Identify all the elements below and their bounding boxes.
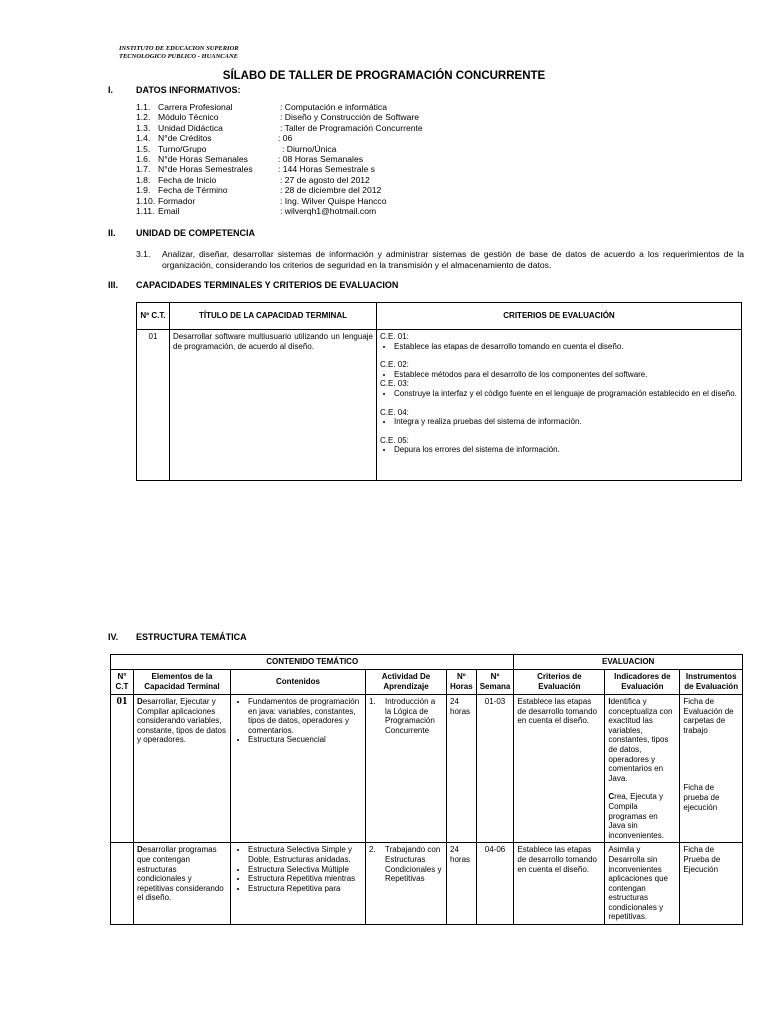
info-number: 1.7.: [136, 164, 151, 175]
info-label: N°de Horas Semestrales: [158, 164, 253, 175]
criterion-code: C.E. 04:: [380, 407, 409, 417]
section-number: IV.: [108, 632, 119, 642]
table-row: [111, 843, 743, 925]
info-value: : 28 de diciembre del 2012: [280, 185, 382, 196]
info-number: 1.3.: [136, 122, 151, 133]
contenido-item: • Estructura Repetitiva para: [248, 884, 362, 894]
criterion-code: C.E. 01:: [380, 332, 409, 341]
info-label: Turno/Grupo: [158, 143, 207, 154]
header-instrumentos: Instrumentos de Evaluación: [680, 670, 743, 695]
criterion-text: • Integra y realiza pruebas del sistema de información.: [394, 417, 738, 427]
contenido-item: • Estructura Selectiva Múltiple: [248, 865, 362, 875]
instrumentos-cell: [680, 695, 743, 843]
info-number: 1.10.: [136, 195, 156, 206]
institute-name: [119, 45, 239, 61]
header-horas: Nº Horas: [447, 670, 477, 695]
criterion-list: [380, 445, 738, 455]
section-1-heading: [108, 85, 408, 97]
info-value: : 06: [278, 133, 293, 144]
header-contenido-tematico: CONTENIDO TEMÁTICO: [111, 655, 514, 670]
info-number: 1.6.: [136, 153, 151, 164]
info-value: : Ing. Wilver Quispe Hancco: [280, 195, 387, 206]
contenidos-cell: [231, 695, 366, 843]
section-number: II.: [108, 228, 116, 238]
criterion-text: • Establece métodos para el desarrollo de los componentes del software.: [394, 370, 738, 380]
actividad-number: 2.: [369, 845, 376, 855]
criterion-text: • Depura los errores del sistema de información.: [394, 445, 738, 455]
instrumento-item: Ficha de prueba de ejecución: [683, 783, 720, 812]
section-number: III.: [108, 280, 119, 290]
estructura-tematica-table: [110, 654, 743, 925]
header-evaluacion: EVALUACION: [514, 655, 743, 670]
header-criterios: Criterios de Evaluación: [514, 670, 605, 695]
info-value: : Computación e informática: [280, 102, 387, 112]
info-label: Fecha de Inicio: [158, 174, 217, 185]
info-label: Formador: [158, 195, 196, 206]
elementos-cell: [134, 695, 231, 843]
semana-cell: 04-06: [476, 843, 514, 925]
capacidades-table: [136, 302, 742, 481]
actividad-cell: [366, 695, 447, 843]
criterion-code: C.E. 05:: [380, 435, 409, 445]
contenidos-list: [234, 697, 362, 745]
header-elementos: Elementos de la Capacidad Terminal: [134, 670, 231, 695]
criteria-cell: [377, 330, 742, 481]
instrumentos-cell: [680, 843, 743, 925]
criterios-cell: Establece las etapas de desarrollo tomando en cuenta el diseño.: [514, 695, 605, 843]
info-value: : 144 Horas Semestrale s: [278, 164, 375, 175]
instrumento-item: Ficha de Evaluación de carpetas de trabajo: [683, 697, 734, 735]
actividad-text: Introducción a la Lógica de Programación Concurrente: [385, 697, 436, 735]
criterion-list: [380, 389, 738, 399]
info-value: : Taller de Programación Concurrente: [280, 122, 423, 133]
indicador-text: Asimila y Desarrolla sin inconvenientes aplicaciones que contengan estructuras condicionales y repetitivas.: [608, 845, 668, 922]
header-criterios: CRITERIOS DE EVALUACIÓN: [377, 303, 742, 330]
ct-number: 01: [111, 695, 134, 843]
section-2-heading: [108, 228, 408, 240]
info-label: N°de Horas Semanales: [158, 153, 248, 164]
indicador-initial: C: [608, 792, 615, 802]
indicador-item: [608, 845, 676, 922]
criterios-cell: Establece las etapas de desarrollo tomando en cuenta el diseño.: [514, 843, 605, 925]
section-number: I.: [108, 85, 114, 95]
info-label: Email: [158, 205, 180, 216]
actividad-item: [369, 697, 443, 735]
competencia-text: Analizar, diseñar, desarrollar sistemas de información y administrar sistemas de gestión de base de datos de acuerdo a los requerimientos de la organización, considerando los criterios de seguridad en la transmisión y el almacenamiento de datos.: [162, 249, 744, 270]
header-ct-number: N° C.T: [111, 670, 134, 695]
table-header-row: [137, 303, 742, 330]
table-row: [137, 330, 742, 481]
criterion-code: C.E. 03:: [380, 379, 409, 389]
semana-cell: 01-03: [476, 695, 514, 843]
info-label: Unidad Didáctica: [158, 122, 223, 133]
contenido-item: • Estructura Selectiva Simple y Doble, Estructuras anidadas.: [248, 845, 362, 864]
actividad-text: Trabajando con Estructuras Condicionales y Repetitivas: [385, 845, 442, 884]
section-label: DATOS INFORMATIVOS:: [136, 85, 241, 95]
competencia-number: 3.1.: [136, 249, 151, 259]
indicador-text: rea, Ejecuta y Compila programas en Java sin inconvenientes.: [608, 792, 664, 840]
ct-number: 01: [137, 330, 170, 481]
info-value: : Diurno/Única: [282, 143, 337, 154]
horas-cell: 24 horas: [447, 843, 477, 925]
info-number: 1.1.: [136, 102, 151, 112]
info-value: : wilverqh1@hotmail.com: [280, 205, 377, 216]
contenido-item: • Fundamentos de programación en java: variables, constantes, tipos de datos, operadores y comentarios.: [248, 697, 362, 735]
header-contenidos: Contenidos: [231, 670, 366, 695]
info-number: 1.11.: [136, 205, 155, 216]
contenidos-cell: [231, 843, 366, 925]
criterion-text: • Construye la interfaz y el código fuente en el lenguaje de programación establecido en el diseño.: [394, 389, 738, 399]
indicador-text: dentifica y conceptualiza con exactitud las variables, constantes, tipos de datos, operadores y comentarios en Java.: [608, 697, 673, 783]
contenido-item: • Estructura Secuencial: [248, 735, 362, 745]
ct-number: [111, 843, 134, 925]
info-number: 1.9.: [136, 185, 151, 196]
group-header-row: [111, 655, 743, 670]
info-value: : 08 Horas Semanales: [278, 153, 364, 164]
table-row: [111, 695, 743, 843]
section-4-heading: [108, 632, 408, 644]
info-label: Módulo Técnico: [158, 112, 219, 123]
institute-line-1: INSTITUTO DE EDUCACION SUPERIOR: [119, 45, 239, 52]
criterion-text: • Establece las etapas de desarrollo tomando en cuenta el diseño.: [394, 342, 738, 352]
indicador-item: [608, 792, 676, 840]
contenido-item: • Estructura Repetitiva mientras: [248, 874, 362, 884]
info-label: Carrera Profesional: [158, 102, 233, 112]
section-label: ESTRUCTURA TEMÁTICA: [136, 632, 247, 642]
info-label: N°de Créditos: [158, 133, 212, 144]
elementos-initial: D: [137, 697, 143, 706]
indicadores-cell: [605, 695, 680, 843]
header-indicadores: Indicadores de Evaluación: [605, 670, 680, 695]
actividad-cell: [366, 843, 447, 925]
section-label: CAPACIDADES TERMINALES Y CRITERIOS DE EVALUACION: [136, 280, 399, 290]
criterion-list: [380, 370, 738, 380]
info-number: 1.5.: [136, 143, 151, 154]
indicador-item: [608, 697, 676, 783]
table-header-row: [111, 670, 743, 695]
header-semana: Nº Semana: [476, 670, 514, 695]
competencia-paragraph: [136, 249, 744, 271]
actividad-item: [369, 845, 443, 883]
info-value: : Diseño y Construcción de Software: [280, 112, 419, 123]
institute-line-2: TECNOLOGICO PUBLICO - HUANCANE: [119, 53, 238, 60]
elementos-text: esarrollar programas que contengan estructuras condicionales y repetitivas considerando el diseño.: [137, 845, 224, 903]
instrumento-item: Ficha de Prueba de Ejecución: [683, 845, 721, 874]
horas-cell: 24 horas: [447, 695, 477, 843]
elementos-text: esarrollar, Ejecutar y Compilar aplicaciones considerando variables, constante, tipos de datos y operadores.: [137, 697, 226, 745]
header-capacidad-title: TÍTULO DE LA CAPACIDAD TERMINAL: [170, 303, 377, 330]
info-number: 1.8.: [136, 174, 151, 185]
indicador-initial: I: [608, 697, 611, 706]
criterion-list: [380, 342, 738, 352]
section-3-heading: [108, 280, 508, 292]
elementos-initial: D: [137, 845, 143, 855]
indicadores-cell: [605, 843, 680, 925]
criterion-list: [380, 417, 738, 427]
document-title: SÍLABO DE TALLER DE PROGRAMACIÓN CONCURRENTE: [222, 70, 546, 82]
ct-title: Desarrollar software multiusuario utilizando un lenguaje de programación, de acuerdo al diseño.: [170, 330, 377, 481]
info-number: 1.2.: [136, 112, 151, 123]
header-actividad: Actividad De Aprendizaje: [366, 670, 447, 695]
header-ct-number: Nº C.T.: [137, 303, 170, 330]
contenidos-list: [234, 845, 362, 893]
criterion-code: C.E. 02:: [380, 360, 409, 370]
info-label: Fecha de Término: [158, 185, 228, 196]
info-number: 1.4.: [136, 133, 151, 144]
elementos-cell: [134, 843, 231, 925]
section-label: UNIDAD DE COMPETENCIA: [136, 228, 256, 238]
info-value: : 27 de agosto del 2012: [280, 174, 370, 185]
actividad-number: 1.: [369, 697, 376, 706]
